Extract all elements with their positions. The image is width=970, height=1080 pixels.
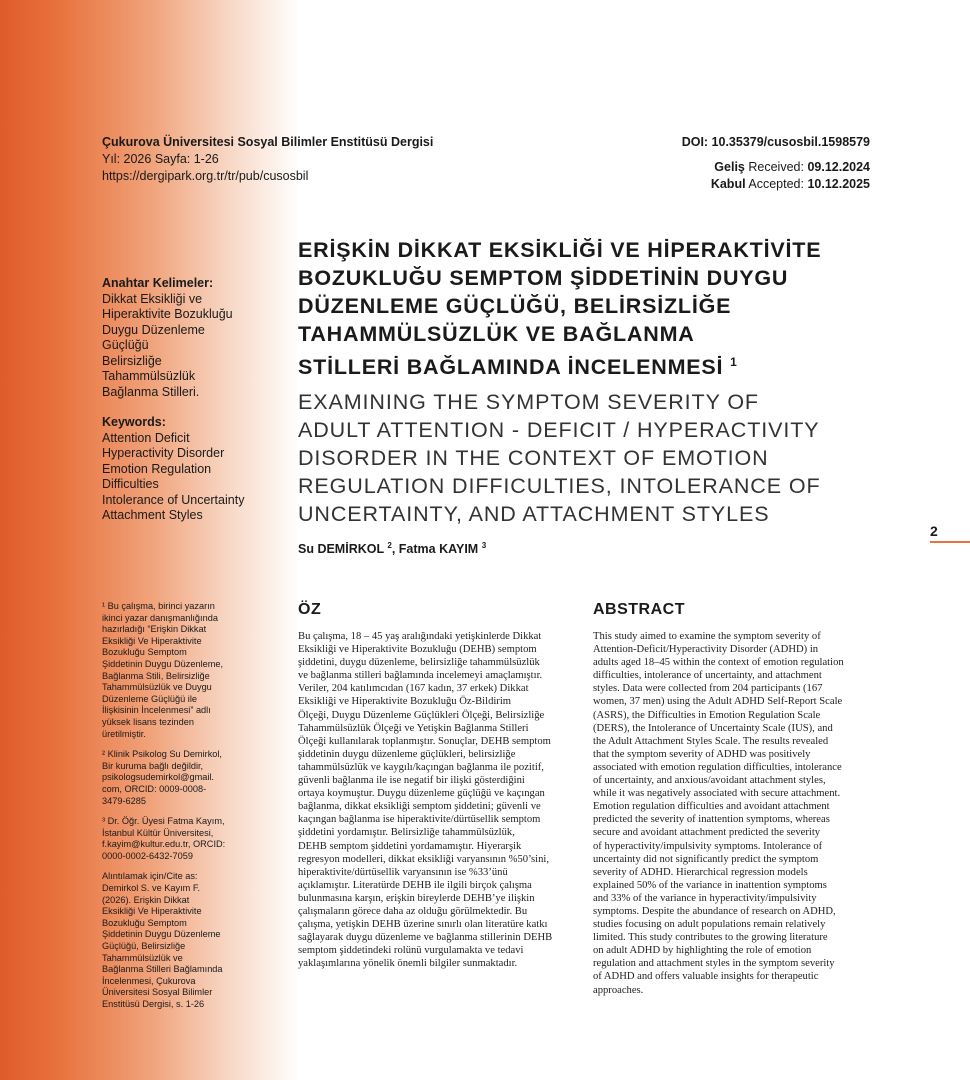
footnote-line: üretilmiştir. — [102, 728, 146, 739]
footnote-line: Eksikliği Ve Hiperaktivite — [102, 906, 202, 917]
oz-body — [298, 630, 566, 970]
doi-dates — [550, 134, 870, 193]
oz-text-line: kaçıngan bağlanma ise hiperaktivite/dürtüsellik semptom — [298, 814, 541, 826]
abstract-text-line: the Adult Attachment Styles Scale. The results revealed — [593, 735, 829, 747]
abstract-text-line: symptoms. Despite the abundance of research on ADHD, — [593, 905, 836, 917]
footnote-line: Düzenleme Güçlüğü ile — [102, 693, 197, 704]
footnote-line: ² Klinik Psikolog Su Demirkol, — [102, 749, 222, 760]
footnote-line: Bağlanma Stili, Belirsizliğe — [102, 670, 210, 681]
keyword-line: Belirsizliğe — [102, 353, 162, 368]
abstract-text-line: Emotion regulation difficulties and avoidant attachment — [593, 801, 830, 813]
keyword-line: Tahammülsüzlük — [102, 369, 196, 383]
oz-text-line: bağlanma, dikkat eksikliği semptom şiddetini; güvenli ve — [298, 801, 541, 813]
author-list: Su DEMİRKOL $^2$, Fatma KAYIM $^3$ — [298, 541, 487, 557]
oz-text-line: ortaya koymuştur. Duygu düzenleme güçlüğü ve kaçıngan — [298, 788, 545, 800]
oz-text-line: semptom şiddetindeki rolünü vurgulamakta ve tedavi — [298, 945, 524, 957]
oz-text-line: yaklaşımlarına yönelik önemli bilgiler sunmaktadır. — [298, 958, 518, 970]
footnotes-sidebar — [102, 601, 262, 1011]
keyword-line: Intolerance of Uncertainty — [102, 492, 245, 507]
oz-text-line: güvenli bağlanma ile ise negatif bir ilişki gösterdiğini — [298, 775, 525, 787]
title-english-line: EXAMINING THE SYMPTOM SEVERITY OF — [298, 390, 759, 414]
title-english-line: UNCERTAINTY, AND ATTACHMENT STYLES — [298, 502, 770, 526]
oz-text-line: sağlayarak duygu düzenleme ve bağlanma stillerinin DEHB — [298, 932, 553, 944]
oz-text-line: hiperaktivite/dürtüsellik varyansının ise %33’ünü — [298, 866, 508, 878]
footnote-line: ¹ Bu çalışma, birinci yazarın — [102, 601, 215, 611]
abstract-text-line: while it was negatively associated with secure attachment. — [593, 788, 841, 800]
oz-text-line: şiddetini yordamıştır. Belirsizliğe tahammülsüzlük, — [298, 827, 515, 839]
oz-text-line: çalışma, yetişkin DEHB üzerine sınırlı olan literatüre katkı — [298, 919, 548, 931]
author-footnote-marker: 3 — [481, 541, 487, 550]
journal-name: Çukurova Üniversitesi Sosyal Bilimler Enstitüsü Dergisi — [102, 135, 434, 149]
oz-text-line: bulunmasına karşın, erişkin bireylerde DEHB’ye ilişkin — [298, 892, 535, 904]
abstract-text-line: (DERS), the Intolerance of Uncertainty Scale (IUS), and — [593, 722, 833, 734]
footnote-line: Şiddetinin Duygu Düzenleme — [102, 929, 221, 940]
abstract-heading: ABSTRACT — [593, 601, 685, 618]
abstract-text-line: severity of ADHD. Hierarchical regression models — [593, 866, 808, 878]
author-footnote-marker: 2 — [387, 541, 392, 550]
oz-text-line: şiddetinin duygu düzenleme güçlükleri, belirsizliğe — [298, 748, 516, 760]
oz-text-line: Tahammülsüzlük Ölçeği ve Yetişkin Bağlanma Stilleri — [298, 722, 529, 734]
footnote-line: Güçlüğü, Belirsizliğe — [102, 941, 186, 952]
footnote-line: Enstitüsü Dergisi, s. 1-26 — [102, 999, 205, 1009]
oz-text-line: şiddetini, duygu düzenleme, belirsizliğe tahammülsüzlük — [298, 657, 540, 669]
abstract-text-line: explained 50% of the variance in inattention symptoms — [593, 879, 827, 891]
oz-text-line: Ölçeği kullanılarak toplanmıştır. Sonuçlar, DEHB semptom — [298, 735, 551, 747]
keywords-turkish — [102, 276, 272, 400]
footnote-line: Üniversitesi Sosyal Bilimler — [102, 987, 213, 998]
author-name: Fatma KAYIM — [398, 542, 479, 557]
abstract-text-line: adults aged 18–45 within the context of emotion regulation — [593, 657, 844, 669]
abstract-text-line: (ASRS), the Difficulties in Emotion Regulation Scale — [593, 709, 821, 721]
oz-text-line: DEHB semptom şiddetini yordamamıştır. Hiyerarşik — [298, 840, 522, 852]
abstract-text-line: predicted the severity of inattention symptoms, whereas — [593, 814, 830, 826]
abstract-text-line: uncertainty did not significantly predict the symptom — [593, 853, 819, 865]
footnote-line: Bozukluğu Semptom — [102, 917, 187, 928]
footnote-line: Bağlanma Stilleri Bağlamında — [102, 964, 223, 975]
oz-text-line: tahammülsüzlük ve kaygılı/kaçıngan bağlanma ile pozitif, — [298, 761, 544, 773]
oz-text-line: Bu çalışma, 18 – 45 yaş aralığındaki yetişkinlerde Dikkat — [298, 631, 542, 642]
keywords-english — [102, 415, 277, 524]
footnote-line: yüksek lisans tezinden — [102, 716, 194, 727]
journal-url[interactable]: https://dergipark.org.tr/tr/pub/cusosbil — [102, 169, 309, 183]
title-turkish-line: DÜZENLEME GÜÇLÜĞÜ, BELİRSİZLİĞE — [298, 294, 732, 318]
keyword-line: Hyperactivity Disorder — [102, 446, 225, 460]
title-turkish-line: TAHAMMÜLSÜZLÜK VE BAĞLANMA — [298, 322, 695, 346]
journal-year-pages: Yıl: 2026 Sayfa: 1-26 — [102, 152, 219, 166]
received-date: Geliş Received: 09.12.2024 — [714, 160, 870, 174]
title-turkish-line: BOZUKLUĞU SEMPTOM ŞİDDETİNİN DUYGU — [298, 266, 789, 290]
keywords-english-heading: Keywords: — [102, 415, 166, 429]
oz-text-line: Veriler, 204 katılımcıdan (167 kadın, 37 erkek) Dikkat — [298, 683, 529, 695]
abstract-text-line: secure and avoidant attachment predicted the severity — [593, 827, 821, 839]
abstract-text-line: of ADHD and offers valuable insights for therapeutic — [593, 971, 819, 983]
title-english-line: DISORDER IN THE CONTEXT OF EMOTION — [298, 446, 769, 470]
page-number-rule — [930, 541, 970, 543]
keyword-line: Emotion Regulation — [102, 461, 212, 476]
abstract-text-line: approaches. — [593, 984, 644, 996]
footnote-line: Eksikliği Ve Hiperaktivite — [102, 635, 202, 646]
abstract-text-line: associated with emotion regulation difficulties, intolerance — [593, 761, 842, 773]
abstract-text-line: and 33% of the variance in hyperactivity/impulsivity — [593, 892, 817, 904]
title-turkish-line: STİLLERİ BAĞLAMINDA İNCELENMESİ $^1$ — [298, 355, 738, 380]
abstract-text-line: of uncertainty, and anxious/avoidant attachment styles, — [593, 775, 826, 787]
footnote-line: (2026). Erişkin Dikkat — [102, 894, 190, 905]
journal-info — [102, 134, 433, 185]
title-english-line: ADULT ATTENTION - DEFICIT / HYPERACTIVITY — [298, 418, 820, 442]
abstract-text-line: difficulties, intolerance of uncertainty, and attachment — [593, 670, 822, 682]
keyword-line: Duygu Düzenleme — [102, 322, 205, 337]
oz-heading: ÖZ — [298, 601, 322, 618]
title-footnote-marker: 1 — [730, 355, 738, 369]
abstract-text-line: Attention-Deficit/Hyperactivity Disorder (ADHD) in — [593, 644, 819, 656]
abstract-text-line: regulation and attachment styles in the symptom severity — [593, 958, 835, 970]
abstract-text-line: women, 37 men) using the Adult ADHD Self-Report Scale — [593, 696, 843, 708]
footnote-line: Bozukluğu Semptom — [102, 647, 187, 658]
oz-text-line: Eksikliği ve Hiperaktivite Bozukluğu (DEHB) semptom — [298, 644, 537, 656]
footnote-line: 3479-6285 — [102, 795, 146, 806]
footnote-line: psikologsudemirkol@gmail. — [102, 772, 214, 783]
footnote-line: Tahammülsüzlük ve Duygu — [102, 682, 212, 693]
footnote-line: İstanbul Kültür Üniversitesi, — [102, 827, 214, 838]
footnote-line: Şiddetinin Duygu Düzenleme, — [102, 658, 224, 669]
oz-text-line: Ölçeği, Duygu Düzenleme Güçlükleri Ölçeği, Belirsizliğe — [298, 709, 545, 721]
abstract-body — [593, 630, 868, 997]
footnote-line: İncelenmesi, Çukurova — [102, 975, 196, 986]
title-turkish — [298, 236, 868, 381]
abstract-text-line: on adult ADHD by highlighting the role of emotion — [593, 945, 812, 957]
footnote-line: ikinci yazar danışmanlığında — [102, 612, 218, 623]
footnote-line: Alıntılamak için/Cite as: — [102, 871, 198, 882]
footnote-line: Tahammülsüzlük ve — [102, 952, 183, 963]
footnote — [102, 601, 262, 740]
footnote — [102, 816, 262, 862]
footnote — [102, 871, 262, 1010]
footnote-line: f.kayim@kultur.edu.tr, ORCID: — [102, 839, 226, 850]
keyword-line: Hiperaktivite Bozukluğu — [102, 307, 233, 321]
abstract-text-line: This study aimed to examine the symptom severity of — [593, 631, 821, 642]
abstract-text-line: limited. This study contributes to the growing literature — [593, 932, 828, 944]
footnote — [102, 749, 262, 807]
keyword-line: Güçlüğü — [102, 338, 149, 352]
page-number: 2 — [930, 523, 938, 539]
footnote-line: hazırladığı “Erişkin Dikkat — [102, 624, 207, 635]
oz-text-line: açıklamıştır. Literatürde DEHB ile ilgili birçok çalışma — [298, 879, 532, 891]
footnote-line: Bir kuruma bağlı değildir, — [102, 760, 204, 771]
keyword-line: Difficulties — [102, 477, 159, 491]
title-english — [298, 388, 878, 528]
footnote-line: Demirkol S. ve Kayım F. — [102, 883, 201, 894]
author-name: Su DEMİRKOL — [298, 542, 384, 557]
oz-text-line: regresyon modelleri, dikkat eksikliği varyansının %50’sini, — [298, 853, 549, 865]
keyword-line: Attention Deficit — [102, 430, 190, 445]
keyword-line: Bağlanma Stilleri. — [102, 384, 200, 399]
footnote-line: 0000-0002-6432-7059 — [102, 850, 193, 861]
oz-text-line: ve bağlanma stilleri bağlamında incelemeyi amaçlamıştır. — [298, 670, 543, 682]
keyword-line: Attachment Styles — [102, 508, 203, 522]
abstract-text-line: that the symptom severity of ADHD was positively — [593, 748, 811, 760]
abstract-text-line: styles. Data were collected from 204 participants (167 — [593, 683, 823, 695]
footnote-line: com, ORCID: 0009-0008- — [102, 783, 207, 794]
keyword-line: Dikkat Eksikliği ve — [102, 291, 203, 306]
oz-text-line: çalışmaların görece daha az olduğu görülmektedir. Bu — [298, 905, 528, 917]
footnote-line: İlişkisinin İncelenmesi” adlı — [102, 705, 211, 716]
doi[interactable]: DOI: 10.35379/cusosbil.1598579 — [681, 135, 870, 149]
abstract-text-line: studies focusing on adult populations remain relatively — [593, 919, 826, 931]
keywords-turkish-heading: Anahtar Kelimeler: — [102, 276, 214, 290]
title-turkish-line: ERİŞKİN DİKKAT EKSİKLİĞİ VE HİPERAKTİVİTE — [298, 238, 822, 262]
footnote-line: ³ Dr. Öğr. Üyesi Fatma Kayım, — [102, 816, 225, 827]
oz-text-line: Eksikliği ve Hiperaktivite Bozukluğu Öz-Bildirim — [298, 696, 512, 708]
title-english-line: REGULATION DIFFICULTIES, INTOLERANCE OF — [298, 474, 821, 498]
abstract-text-line: of hyperactivity/impulsivity symptoms. Intolerance of — [593, 840, 823, 852]
accepted-date: Kabul Accepted: 10.12.2025 — [710, 177, 870, 191]
